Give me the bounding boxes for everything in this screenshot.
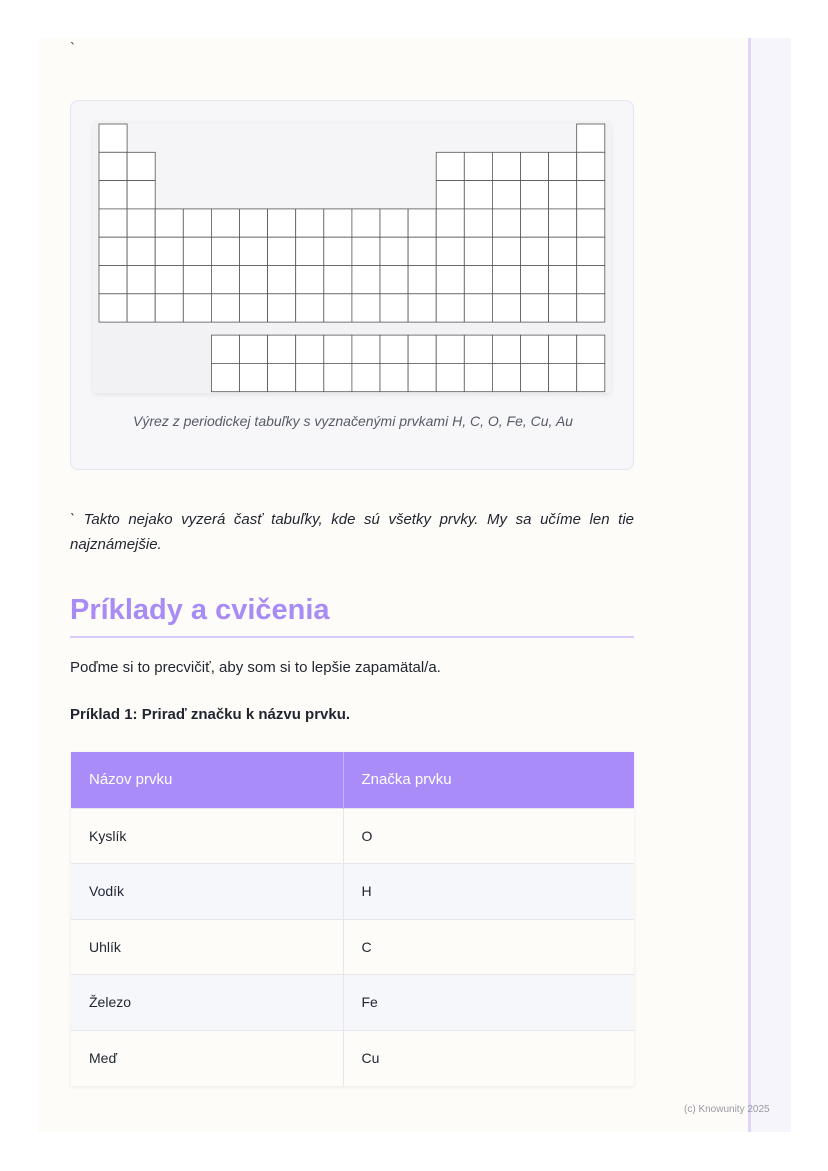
table-row bbox=[71, 919, 634, 975]
element-cell bbox=[268, 294, 296, 322]
element-cell bbox=[521, 335, 549, 363]
element-cell bbox=[521, 152, 549, 180]
element-cell bbox=[240, 209, 268, 237]
element-cell bbox=[352, 209, 380, 237]
element-cell bbox=[352, 237, 380, 265]
element-cell bbox=[408, 266, 436, 294]
element-cell bbox=[240, 266, 268, 294]
section-paragraph: Poďme si to precvičiť, aby som si to lepšie zapamätal/a. bbox=[70, 659, 441, 676]
element-cell bbox=[211, 237, 239, 265]
element-cell bbox=[492, 152, 520, 180]
cell-element-name: Kyslík bbox=[71, 808, 343, 864]
header-element-symbol: Značka prvku bbox=[343, 752, 634, 808]
element-cell bbox=[521, 209, 549, 237]
element-cell bbox=[296, 266, 324, 294]
element-cell bbox=[408, 294, 436, 322]
element-cell bbox=[577, 294, 605, 322]
element-cell bbox=[464, 237, 492, 265]
element-cell bbox=[464, 266, 492, 294]
table-header-row bbox=[71, 752, 634, 808]
element-cell bbox=[324, 294, 352, 322]
element-cell bbox=[127, 209, 155, 237]
element-cell bbox=[492, 335, 520, 363]
element-cell bbox=[436, 209, 464, 237]
element-cell bbox=[99, 124, 127, 152]
cell-element-name: Železo bbox=[71, 975, 343, 1031]
element-cell bbox=[183, 266, 211, 294]
element-cell bbox=[99, 237, 127, 265]
element-cell bbox=[155, 237, 183, 265]
element-cell bbox=[268, 237, 296, 265]
element-cell bbox=[268, 266, 296, 294]
element-cell bbox=[380, 209, 408, 237]
element-cell bbox=[99, 209, 127, 237]
element-cell bbox=[211, 335, 239, 363]
element-cell bbox=[211, 266, 239, 294]
element-cell bbox=[296, 363, 324, 391]
element-cell bbox=[183, 237, 211, 265]
figure-container bbox=[70, 100, 634, 470]
element-cell bbox=[577, 124, 605, 152]
element-cell bbox=[549, 209, 577, 237]
element-cell bbox=[521, 363, 549, 391]
element-cell bbox=[464, 181, 492, 209]
element-cell bbox=[211, 363, 239, 391]
element-cell bbox=[436, 363, 464, 391]
element-cell bbox=[521, 294, 549, 322]
right-sidebar bbox=[748, 38, 791, 1132]
element-cell bbox=[268, 209, 296, 237]
cell-element-symbol: H bbox=[343, 864, 634, 920]
element-cell bbox=[577, 152, 605, 180]
element-cell bbox=[408, 335, 436, 363]
header-element-name: Názov prvku bbox=[71, 752, 343, 808]
element-cell bbox=[155, 294, 183, 322]
element-cell bbox=[324, 363, 352, 391]
element-cell bbox=[492, 294, 520, 322]
element-cell bbox=[436, 237, 464, 265]
element-cell bbox=[577, 209, 605, 237]
element-cell bbox=[492, 209, 520, 237]
element-cell bbox=[492, 181, 520, 209]
element-cell bbox=[549, 266, 577, 294]
element-cell bbox=[296, 237, 324, 265]
element-cell bbox=[521, 237, 549, 265]
element-cell bbox=[464, 294, 492, 322]
cell-element-name: Meď bbox=[71, 1030, 343, 1086]
table-row bbox=[71, 808, 634, 864]
element-cell bbox=[549, 294, 577, 322]
cell-element-symbol: C bbox=[343, 919, 634, 975]
element-cell bbox=[155, 266, 183, 294]
element-cell bbox=[436, 181, 464, 209]
element-cell bbox=[380, 237, 408, 265]
element-cell bbox=[99, 294, 127, 322]
element-cell bbox=[436, 294, 464, 322]
element-cell bbox=[127, 294, 155, 322]
cell-element-name: Vodík bbox=[71, 864, 343, 920]
element-cell bbox=[324, 335, 352, 363]
element-cell bbox=[549, 363, 577, 391]
element-cell bbox=[324, 266, 352, 294]
element-cell bbox=[577, 335, 605, 363]
element-cell bbox=[464, 209, 492, 237]
element-cell bbox=[521, 181, 549, 209]
element-cell bbox=[380, 335, 408, 363]
element-cell bbox=[183, 209, 211, 237]
element-cell bbox=[408, 209, 436, 237]
table-row bbox=[71, 1030, 634, 1086]
element-cell bbox=[296, 335, 324, 363]
element-cell bbox=[99, 266, 127, 294]
table-row bbox=[71, 864, 634, 920]
element-cell bbox=[577, 363, 605, 391]
element-cell bbox=[380, 363, 408, 391]
element-cell bbox=[352, 294, 380, 322]
element-cell bbox=[408, 363, 436, 391]
element-cell bbox=[155, 209, 183, 237]
element-cell bbox=[492, 363, 520, 391]
element-cell bbox=[240, 335, 268, 363]
element-cell bbox=[99, 181, 127, 209]
element-cell bbox=[296, 294, 324, 322]
element-cell bbox=[324, 209, 352, 237]
element-cell bbox=[464, 152, 492, 180]
section-title: Príklady a cvičenia bbox=[70, 594, 330, 626]
section-divider bbox=[70, 636, 634, 638]
element-cell bbox=[127, 152, 155, 180]
element-cell bbox=[577, 237, 605, 265]
element-cell bbox=[549, 335, 577, 363]
element-cell bbox=[240, 363, 268, 391]
element-cell bbox=[549, 152, 577, 180]
intro-text: ` Takto nejako vyzerá časť tabuľky, kde sú všetky prvky. My sa učíme len tie najznámejšie. bbox=[70, 511, 634, 553]
element-cell bbox=[240, 294, 268, 322]
periodic-table-image bbox=[93, 121, 611, 393]
copyright-footer: (c) Knowunity 2025 bbox=[684, 1104, 770, 1115]
cell-element-symbol: Fe bbox=[343, 975, 634, 1031]
cell-element-symbol: O bbox=[343, 808, 634, 864]
cell-element-symbol: Cu bbox=[343, 1030, 634, 1086]
element-cell bbox=[549, 181, 577, 209]
element-cell bbox=[296, 209, 324, 237]
element-cell bbox=[464, 335, 492, 363]
element-cell bbox=[577, 266, 605, 294]
element-cell bbox=[521, 266, 549, 294]
element-cell bbox=[324, 237, 352, 265]
element-cell bbox=[211, 209, 239, 237]
backtick-marker: ` bbox=[70, 40, 75, 57]
element-cell bbox=[127, 237, 155, 265]
element-cell bbox=[352, 335, 380, 363]
periodic-table-grid bbox=[93, 121, 611, 393]
element-cell bbox=[380, 294, 408, 322]
element-cell bbox=[268, 363, 296, 391]
element-cell bbox=[240, 237, 268, 265]
element-cell bbox=[549, 237, 577, 265]
element-cell bbox=[211, 294, 239, 322]
element-symbol-table bbox=[71, 752, 634, 1086]
element-cell bbox=[352, 363, 380, 391]
table-row bbox=[71, 975, 634, 1031]
element-cell bbox=[577, 181, 605, 209]
element-cell bbox=[464, 363, 492, 391]
element-cell bbox=[99, 152, 127, 180]
element-cell bbox=[436, 152, 464, 180]
element-cell bbox=[352, 266, 380, 294]
exercise-heading: Príklad 1: Priraď značku k názvu prvku. bbox=[70, 706, 351, 723]
element-cell bbox=[127, 266, 155, 294]
element-cell bbox=[436, 266, 464, 294]
element-cell bbox=[492, 266, 520, 294]
element-cell bbox=[183, 294, 211, 322]
figure-caption: Výrez z periodickej tabuľky s vyznačenými prvkami H, C, O, Fe, Cu, Au bbox=[133, 413, 573, 429]
element-cell bbox=[436, 335, 464, 363]
element-cell bbox=[492, 237, 520, 265]
element-cell bbox=[268, 335, 296, 363]
cell-element-name: Uhlík bbox=[71, 919, 343, 975]
element-cell bbox=[127, 181, 155, 209]
element-cell bbox=[380, 266, 408, 294]
element-cell bbox=[408, 237, 436, 265]
